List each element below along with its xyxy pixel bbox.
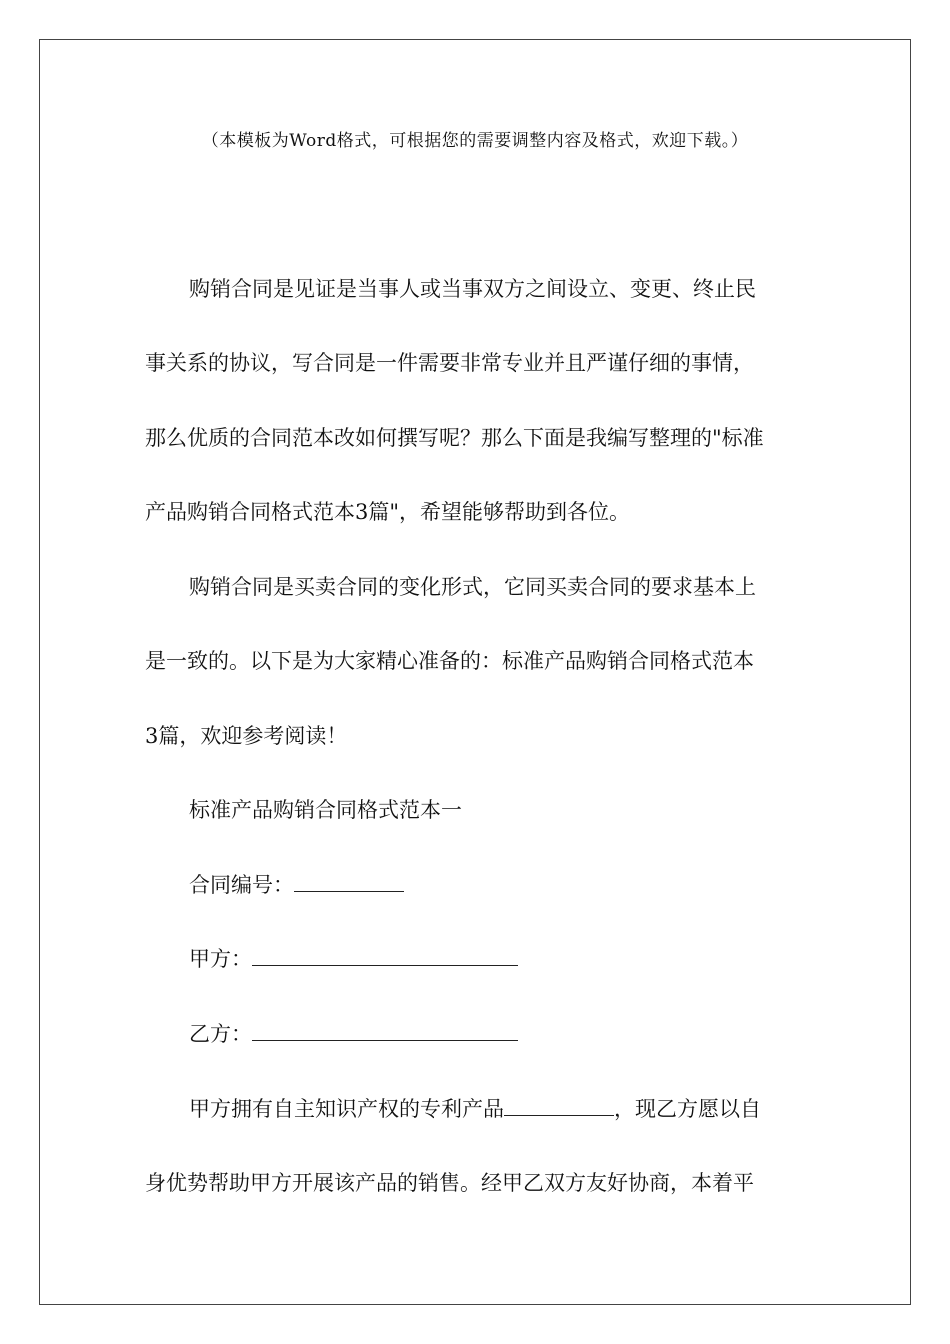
intro-line-3: 那么优质的合同范本改如何撰写呢？那么下面是我编写整理的"标准	[145, 426, 764, 450]
party-a-label: 甲方：	[189, 947, 252, 971]
section-title: 标准产品购销合同格式范本一	[189, 798, 462, 822]
contract-number-blank	[294, 871, 404, 892]
party-a-blank	[252, 945, 518, 966]
second-paragraph-line-2: 是一致的。以下是为大家精心准备的：标准产品购销合同格式范本	[145, 649, 754, 673]
intro-line-2: 事关系的协议，写合同是一件需要非常专业并且严谨仔细的事情，	[145, 351, 754, 375]
contract-number-row	[189, 871, 404, 899]
body-line-2: 身优势帮助甲方开展该产品的销售。经甲乙双方友好协商，本着平	[145, 1171, 754, 1195]
body-line-1-prefix: 甲方拥有自主知识产权的专利产品	[189, 1097, 504, 1121]
body-line-1-suffix: ，现乙方愿以自	[614, 1097, 761, 1121]
template-notice: （本模板为Word格式，可根据您的需要调整内容及格式，欢迎下载。）	[201, 131, 749, 151]
intro-line-1: 购销合同是见证是当事人或当事双方之间设立、变更、终止民	[189, 277, 756, 301]
party-a-row	[189, 945, 518, 973]
contract-number-label: 合同编号：	[189, 873, 294, 897]
party-b-row	[189, 1020, 518, 1048]
second-paragraph-line-3: 3篇，欢迎参考阅读！	[145, 724, 348, 748]
body-line-1	[189, 1095, 761, 1123]
party-b-blank	[252, 1020, 518, 1041]
product-name-blank	[504, 1095, 614, 1116]
intro-line-4: 产品购销合同格式范本3篇"，希望能够帮助到各位。	[145, 500, 631, 524]
second-paragraph-line-1: 购销合同是买卖合同的变化形式，它同买卖合同的要求基本上	[189, 575, 756, 599]
party-b-label: 乙方：	[189, 1022, 252, 1046]
